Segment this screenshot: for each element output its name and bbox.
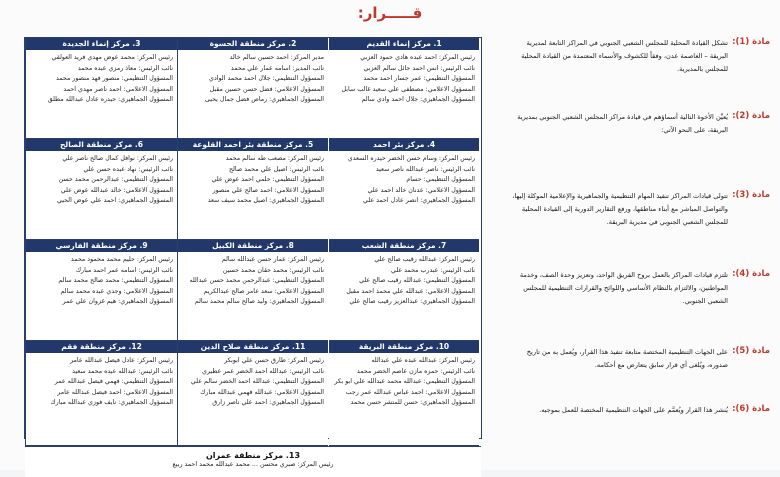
article-text-line: والتواصل المباشر مع أبناء مناطقها، ورفع التقارير الدورية إلى القيادة المحلية — [521, 205, 728, 213]
center-head: رئيس المركز: نوافل كمال صالح ناصر علي — [62, 155, 173, 162]
center-public: المسؤول الجماهيري: احمد علي ناصر زارق — [212, 399, 324, 407]
center-media: المسؤول الاعلامي: احمد صالح علي منصور — [212, 186, 324, 194]
center-organizational: المسؤول التنظيمي: عبدالله رقيب صالح علي — [359, 277, 475, 285]
center-card — [329, 341, 479, 446]
center-public: المسؤول الجماهيري: وليد صالح سالم محمد سالم — [194, 298, 324, 306]
article-text-line: للمجلس الشعبي الجنوبي في مديرية البريقة. — [606, 218, 728, 226]
center-media: المسؤول الاعلامي: احمد فيصل عبدالله عامر — [57, 388, 173, 396]
center-media: المسؤول الاعلامي: عبدالله علي محمد احمد مقبل — [346, 287, 475, 295]
center-head: رئيس المركز: وسام حسن الخضر حيدره السعدي — [347, 155, 475, 162]
center-deputy: نائب الرئيس: معاذ رمزي عبده محمد — [77, 64, 173, 72]
center-organizational: المسؤول التنظيمي: محمد صالح محمد سالم — [58, 277, 173, 285]
center-organizational: المسؤول التنظيمي: فهمي فيصل عبدالله عمر — [54, 378, 173, 386]
center-card — [177, 240, 328, 341]
article-label: مادة (1): — [732, 37, 770, 47]
center-media: المسؤول الاعلامي: فضل حسن حسين مقبل — [209, 85, 324, 93]
center-head: رئيس المركز: صبري محسن ... محمد عبدالله محمد احمد ربيع — [172, 461, 334, 468]
article-6 — [488, 404, 770, 434]
center-head: رئيس المركز: عمار حسن عبدالله سالم — [221, 256, 324, 263]
center-organizational: المسؤول التنظيمي: عبدالرحمن محمد حسن — [58, 176, 173, 184]
center-deputy: نائب المدير: اسامه عمار علي محمد — [230, 64, 324, 72]
center-public: المسؤول الجماهيري: حيدره عادل عبدالله مطلق — [47, 96, 173, 104]
center-title: 1. مركز إنماء القديم — [329, 38, 479, 50]
center-media: المسؤول الاعلامي: احمد ناصر مهدي احمد — [63, 85, 173, 93]
article-text-line: يُنشر هذا القرار ويُعمَّم على الجهات التنظيمية المختصة للعمل بموجبه. — [539, 406, 728, 414]
center-deputy: نائب الرئيس: حمزه مازن عاصم الخضر محمد — [356, 367, 475, 375]
center-card — [25, 38, 177, 139]
article-4 — [488, 269, 770, 329]
center-title: 2. مركز منطقة الحسوة — [178, 38, 328, 50]
center-media: المسؤول الاعلامي: سعد عامر صالح عبدالكريم — [203, 287, 324, 295]
center-public: المسؤول الجماهيري: عبدالعزيز رقيب صالح علي — [349, 298, 475, 306]
article-label: مادة (3): — [732, 190, 770, 200]
center-media: المسؤول الاعلامي: عبدالله فهمي عبدالله مبارك — [200, 388, 324, 396]
centers-grid — [24, 37, 482, 468]
center-public: المسؤول الجماهيري: نايف فوزي عبدالله مبارك — [50, 399, 173, 407]
article-1 — [488, 37, 770, 97]
center-public: المسؤول الجماهيري: هيم غزوان علي عمر — [62, 298, 173, 306]
article-text-line: تلتزم قيادات المراكز بالعمل بروح الفريق الواحد، وتعزيز وحدة الصف، وخدمة — [519, 271, 728, 279]
center-organizational: المسؤول التنظيمي: عبدالله محمد عبدالله علي ابو بكر — [334, 378, 475, 386]
article-5 — [488, 346, 770, 386]
center-head: مدير المركز: احمد حسين سالم خالد — [229, 54, 324, 61]
center-deputy: نائب الرئيس: عبدالله عبده محمد سعيد — [72, 367, 173, 375]
center-card — [329, 38, 479, 139]
center-deputy: نائب الرئيس: نهاد عبده حسن علي — [83, 165, 173, 173]
center-public: المسؤول الجماهيري: انصر عادل احمد علي — [362, 197, 475, 205]
center-head: رئيس المركز: احمد عبده هادي حمود العزبي — [360, 54, 475, 61]
center-organizational: المسؤول التنظيمي: عبدالرحمن محمد حسن عبدالله — [189, 277, 324, 285]
center-title: 6. مركز منطقة الصالح — [26, 139, 177, 151]
center-head: رئيس المركز: عبدالله عبده علي عبدالله — [371, 357, 475, 364]
center-media: المسؤول الاعلامي: وجدي عبده محمد سالم — [60, 287, 173, 295]
article-text-line: تشكل القيادة المحلية للمجلس الشعبي الجنوبي في المراكز التابعة لمديرية — [526, 39, 728, 47]
center-organizational: المسؤول التنظيمي: عبدالله احمد الخضر سالم علي — [190, 378, 324, 386]
article-text-line: المواطنين، والالتزام بالنظام الأساسي واللوائح والقرارات التنظيمية للمجلس — [523, 284, 728, 292]
center-card — [25, 139, 177, 240]
article-text-line: البريقة – العاصمة عدن، وفقاً للكشوف والأسماء المعتمدة من القيادة المحلية — [521, 52, 728, 60]
center-card — [329, 240, 479, 341]
center-head: رئيس المركز: مصعب طه سالم محمد — [225, 155, 324, 162]
article-text-line: البريقة، على النحو الآتي: — [661, 126, 728, 134]
center-organizational: المسؤول التنظيمي: منصور فهد منصور محمد — [55, 75, 173, 83]
article-text-line: يُعيَّن الأخوة التالية أسماؤهم في قيادة مراكز المجلس الشعبي الجنوبي بمديرية — [517, 113, 728, 121]
center-organizational: المسؤول التنظيمي: حلمي احمد عوض علي — [211, 176, 324, 184]
center-deputy: نائب الرئيس: ناصر عبدالله ناصر سعيد — [375, 165, 475, 173]
article-text-line: للمجلس بالمديرية. — [676, 65, 728, 73]
center-card — [25, 341, 177, 446]
center-organizational: المسؤول التنظيمي: جلال احمد محمد الوادي — [209, 75, 324, 83]
articles-column — [488, 37, 770, 457]
center-deputy: نائب الرئيس: اسامه عمر احمد مبارك — [75, 266, 173, 274]
center-public: المسؤول الجماهيري: رماص فضل جمال يحيى — [204, 96, 324, 104]
center-card — [329, 139, 479, 240]
center-head: رئيس المركز: حليم محمد محمود محمد — [70, 256, 173, 263]
article-text-line: تتولى قيادات المراكز تنفيذ المهام التنظيمية والجماهيرية والإعلامية الموكلة إليها، — [512, 192, 728, 200]
center-title: 7. مركز منطقة الشعب — [329, 240, 479, 252]
center-public: المسؤول الجماهيري: جلال احمد وادي سالم — [361, 96, 475, 104]
center-card — [177, 38, 328, 139]
center-deputy: نائب الرئيس: انس احمد حائل سالم العزبي — [363, 64, 475, 72]
article-2 — [488, 111, 770, 151]
center-title: 11. مركز منطقة صلاح الدين — [178, 341, 328, 353]
article-label: مادة (5): — [732, 346, 770, 356]
article-text-line: الشعبي الجنوبي. — [682, 297, 728, 305]
article-text-line: صدوره، ويُلغى أي قرار سابق يتعارض مع أحكامه. — [594, 361, 728, 369]
center-public: المسؤول الجماهيري: اصيل محمد سيف سعد — [207, 197, 324, 205]
center-title: 4. مركز بئر احمد — [329, 139, 479, 151]
center-head: رئيس المركز: عبدالله رقيب صالح علي — [374, 256, 475, 263]
center-media: المسؤول الاعلامي: احمد عباس عبدالله عمر رجب — [345, 388, 475, 396]
article-text-line: على الجهات التنظيمية المختصة متابعة تنفيذ هذا القرار، ويُعمل به من تاريخ — [526, 348, 728, 356]
center-title: 5. مركز منطقة بئر احمد القلوعة — [178, 139, 328, 151]
article-3 — [488, 190, 770, 250]
center-media: المسؤول الاعلامي: خالد عبدالله عوض علي — [60, 186, 173, 194]
center-title: 12. مركز منطقة فقم — [26, 341, 177, 353]
center-card — [25, 240, 177, 341]
center-organizational: المسؤول التنظيمي: حسام — [406, 176, 475, 184]
decree-title: قـــــرار: — [357, 4, 423, 22]
center-card — [177, 139, 328, 240]
center-media: المسؤول الاعلامي: عدنان خالد احمد علي — [367, 186, 475, 194]
center-head: رئيس المركز: عادل فيصل عبدالله عامر — [70, 357, 173, 364]
center-title: 10. مركز منطقة البريقة — [329, 341, 479, 353]
article-label: مادة (4): — [732, 269, 770, 279]
center-head: رئيس المركز: طارق حسن علي ابوبكر — [224, 357, 324, 364]
center-card — [177, 341, 328, 446]
article-label: مادة (6): — [732, 404, 770, 414]
article-label: مادة (2): — [732, 111, 770, 121]
center-media: المسؤول الاعلامي: مصطفى علي سعيد غالب سابل — [341, 85, 475, 93]
center-title: 3. مركز إنماء الجديدة — [26, 38, 177, 50]
center-card-13 — [25, 446, 481, 477]
center-title: 9. مركز منطقة الفارسي — [26, 240, 177, 252]
center-organizational: المسؤول التنظيمي: عمر جسار احمد محمد — [363, 75, 475, 83]
center-head: رئيس المركز: محمد عوض مهدي فريد العولقي — [51, 54, 173, 61]
center-title: 8. مركز منطقة الكبيل — [178, 240, 328, 252]
center-title: 13. مركز منطقة عمران — [205, 451, 301, 460]
center-deputy: نائب الرئيس: عبدرب محمد علي — [391, 266, 475, 274]
center-public: المسؤول الجماهيري: حسن للمتشر حسن محمد — [350, 399, 475, 407]
center-public: المسؤول الجماهيري: احمد علي عوض الحيي — [56, 197, 173, 205]
center-deputy: نائب الرئيس: محمد حقان محمد حسين — [222, 266, 324, 274]
center-deputy: نائب الرئيس: عبدالله احمد الخضر عمر عطيري — [201, 367, 324, 375]
center-deputy: نائب الرئيس: اصيل علي محمد صالح — [228, 165, 324, 173]
